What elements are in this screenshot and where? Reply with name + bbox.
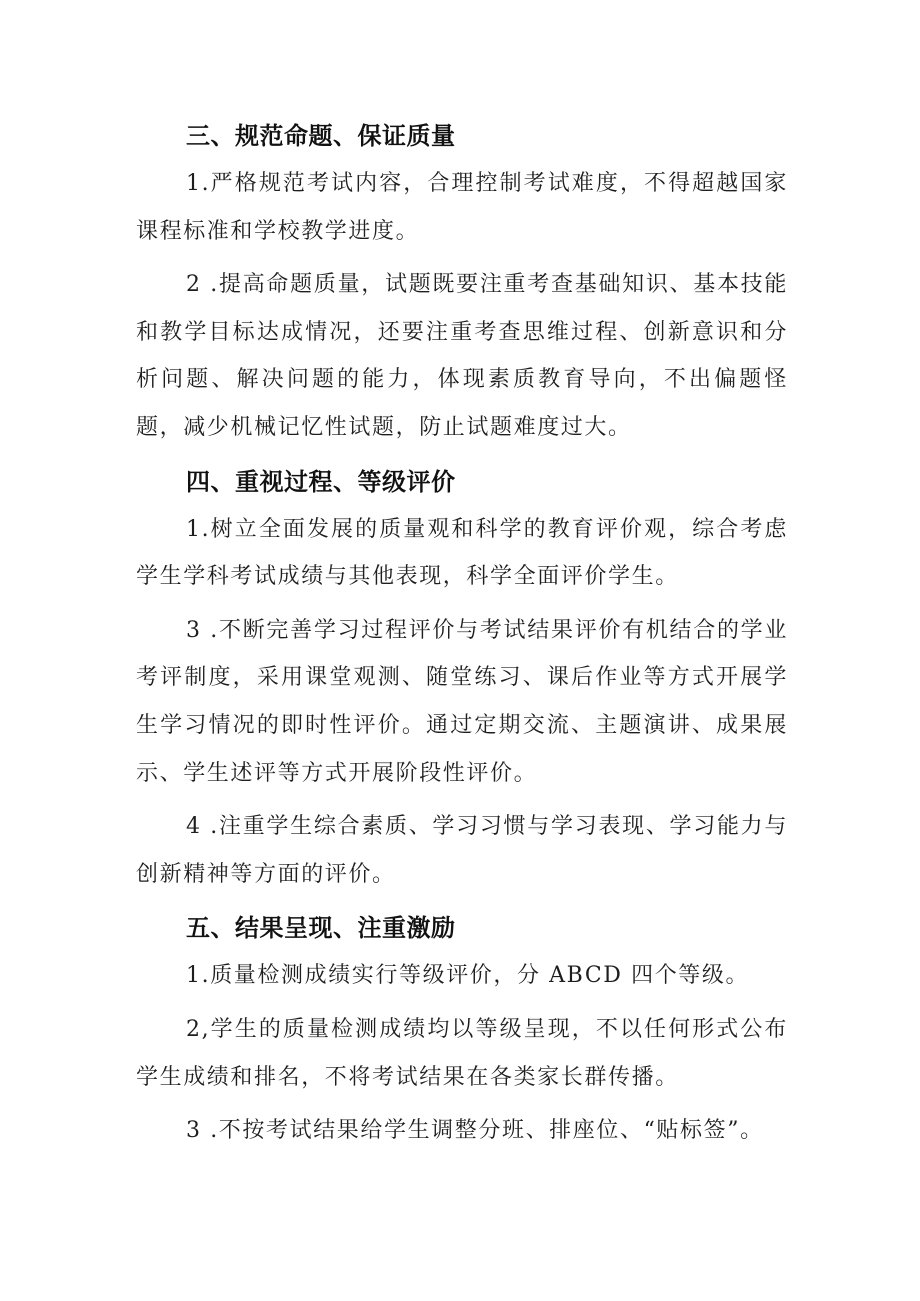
section-3 bbox=[136, 112, 788, 452]
section-heading: 五、结果呈现、注重激励 bbox=[186, 914, 456, 943]
section-heading: 三、规范命题、保证质量 bbox=[186, 122, 456, 150]
paragraph: 4 .注重学生综合素质、学习习惯与学习表现、学习能力与创新精神等方面的评价。 bbox=[136, 814, 788, 887]
paragraph: 2,学生的质量检测成绩均以等级呈现，不以任何形式公布学生成绩和排名，不将考试结果在各类家长群传播。 bbox=[136, 1016, 788, 1090]
section-4 bbox=[136, 458, 788, 899]
section-5 bbox=[136, 904, 788, 1154]
paragraph: 3 .不按考试结果给学生调整分班、排座位、“贴标签”。 bbox=[186, 1118, 764, 1144]
section-heading: 四、重视过程、等级评价 bbox=[186, 467, 456, 496]
paragraph: 1.树立全面发展的质量观和科学的教育评价观，综合考虑学生学科考试成绩与其他表现，科学全面评价学生。 bbox=[136, 516, 788, 590]
paragraph: 1.质量检测成绩实行等级评价，分 ABCD 四个等级。 bbox=[186, 963, 750, 989]
paragraph: 3 .不断完善学习过程评价与考试结果评价有机结合的学业考评制度，采用课堂观测、随堂练习、课后作业等方式开展学生学习情况的即时性评价。通过定期交流、主题演讲、成果展示、学生述评等方式开展阶段性评价。 bbox=[136, 617, 788, 786]
paragraph: 2 .提高命题质量，试题既要注重考查基础知识、基本技能和教学目标达成情况，还要注重考查思维过程、创新意识和分析问题、解决问题的能力，体现素质教育导向，不出偏题怪题，减少机械记忆性试题，防止试题难度过大。 bbox=[136, 272, 788, 440]
paragraph: 1.严格规范考试内容，合理控制考试难度，不得超越国家课程标准和学校教学进度。 bbox=[136, 171, 788, 244]
document-body bbox=[136, 112, 788, 1155]
